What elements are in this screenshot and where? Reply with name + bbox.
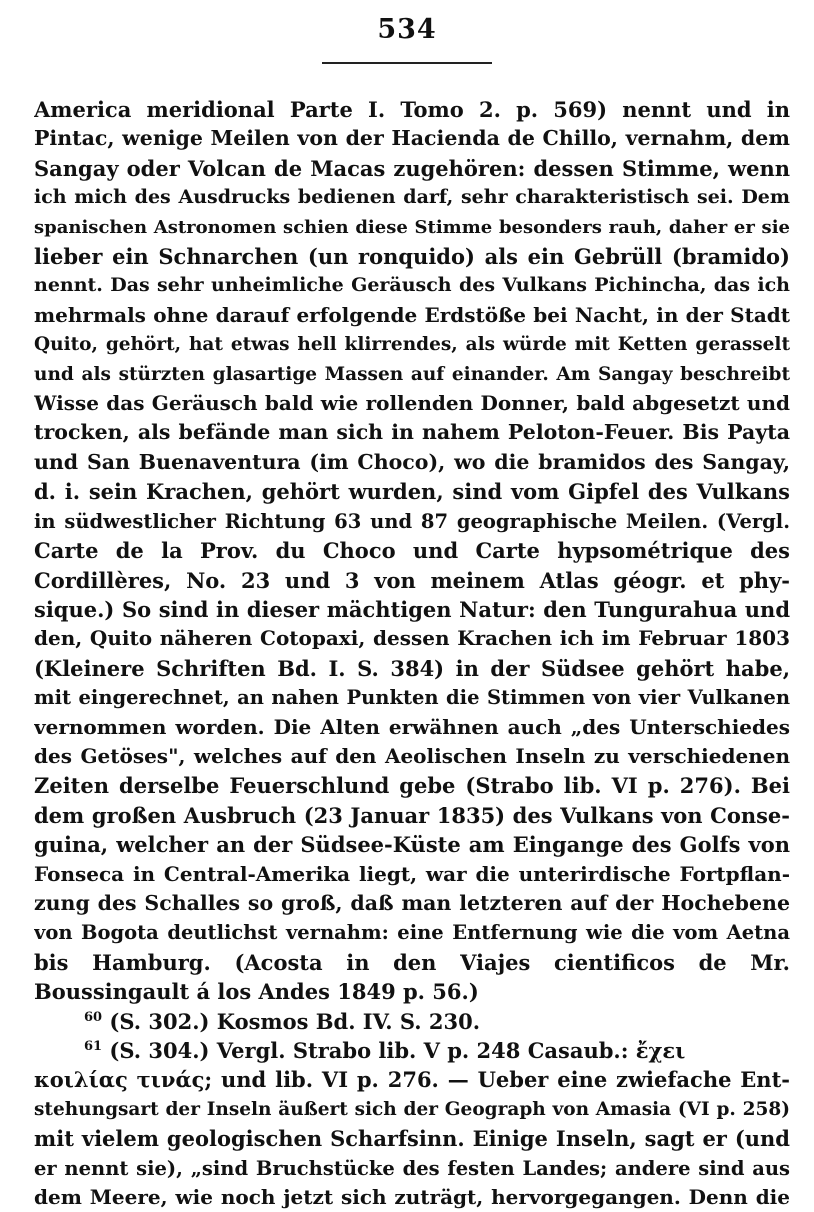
text-line: zung des Schalles so groß, daß man letzteren auf der Hochebene [34,890,790,915]
text-line: Sangay oder Volcan de Macas zugehören: dessen Stimme, wenn [34,155,790,181]
text-line: guina, welcher an der Südsee-Küste am Eingange des Golfs von [34,832,790,858]
text-line: d. i. sein Krachen, gehört wurden, sind vom Gipfel des Vulkans [34,479,790,505]
text-line: Cordillères, No. 23 und 3 von meinem Atlas géogr. et phy- [34,567,790,593]
text-line: dem großen Ausbruch (23 Januar 1835) des Vulkans von Conse- [34,802,790,828]
footnote-line: dem Meere, wie noch jetzt sich zuträgt, hervorgegangen. Denn die [34,1185,790,1210]
text-line: bis Hamburg. (Acosta in den Viajes cientificos de Mr. [34,949,790,975]
text-line: Pintac, wenige Meilen von der Hacienda de Chillo, vernahm, dem [34,126,790,151]
footnote-61 [34,1036,790,1065]
text-line: in südwestlicher Richtung 63 und 87 geographische Meilen. (Vergl. [34,509,790,533]
text-line: nennt. Das sehr unheimliche Geräusch des Vulkans Pichincha, das ich [34,274,790,297]
header-rule [322,62,492,64]
text-line: und San Buenaventura (im Choco), wo die bramidos des Sangay, [34,449,790,474]
text-line: lieber ein Schnarchen (un ronquido) als ein Gebrüll (bramido) [34,244,790,270]
text-line: sique.) So sind in dieser mächtigen Natur: den Tungurahua und [34,596,790,622]
text-line: und als stürzten glasartige Massen auf einander. Am Sangay beschreibt [34,363,790,385]
text-line: trocken, als befände man sich in nahem Peloton-Feuer. Bis Payta [34,420,790,445]
text-line: Quito, gehört, hat etwas hell klirrendes, als würde mit Ketten gerasselt [34,334,790,356]
text-line: des Getöses", welches auf den Aeolischen Inseln zu verschiedenen [34,743,790,768]
footnote-text: (S. 302.) Kosmos Bd. IV. S. 230. [109,1008,481,1034]
text-line: Fonseca in Central-Amerika liegt, war die unterirdische Fortpflan- [34,861,790,886]
text-line: den, Quito näheren Cotopaxi, dessen Krachen ich im Februar 1803 [34,626,790,651]
footnote-60 [34,1007,790,1036]
text-line: Wisse das Geräusch bald wie rollenden Donner, bald abgesetzt und [34,391,790,416]
text-line: mehrmals ohne darauf erfolgende Erdstöße bei Nacht, in der Stadt [34,302,790,327]
text-line: Boussingault á los Andes 1849 p. 56.) [34,979,479,1005]
body-text [34,95,790,1212]
text-line: Carte de la Prov. du Choco und Carte hypsométrique des [34,538,790,564]
footnote-number: 60 [84,1009,103,1025]
text-line: Zeiten derselbe Feuerschlund gebe (Strabo lib. VI p. 276). Bei [34,773,790,799]
text-line: von Bogota deutlichst vernahm: eine Entfernung wie die vom Aetna [34,921,790,945]
text-line: America meridional Parte I. Tomo 2. p. 569) nennt und in [34,97,790,122]
text-line: spanischen Astronomen schien diese Stimme besonders rauh, daher er sie [34,216,790,238]
footnote-text: (S. 304.) Vergl. Strabo lib. V p. 248 Casaub.: ἔχει [109,1038,686,1063]
footnote-line: κοιλίας τινάς; und lib. VI p. 276. — Ueber eine zwiefache Ent- [34,1067,790,1093]
footnote-line: er nennt sie), „sind Bruchstücke des festen Landes; andere sind aus [34,1156,790,1180]
footnote-line: mit vielem geologischen Scharfsinn. Einige Inseln, sagt er (und [34,1126,790,1152]
footnote-number: 61 [84,1039,103,1054]
text-line: (Kleinere Schriften Bd. I. S. 384) in der Südsee gehört habe, [34,655,790,681]
text-line: ich mich des Ausdrucks bedienen darf, sehr charakteristisch sei. Dem [34,186,790,209]
text-line: vernommen worden. Die Alten erwähnen auch „des Unterschiedes [34,714,790,739]
footnote-line: stehungsart der Inseln äußert sich der Geograph von Amasia (VI p. 258) [34,1098,790,1120]
page-number: 534 [377,14,437,45]
text-line: mit eingerechnet, an nahen Punkten die Stimmen von vier Vulkanen [34,686,790,710]
